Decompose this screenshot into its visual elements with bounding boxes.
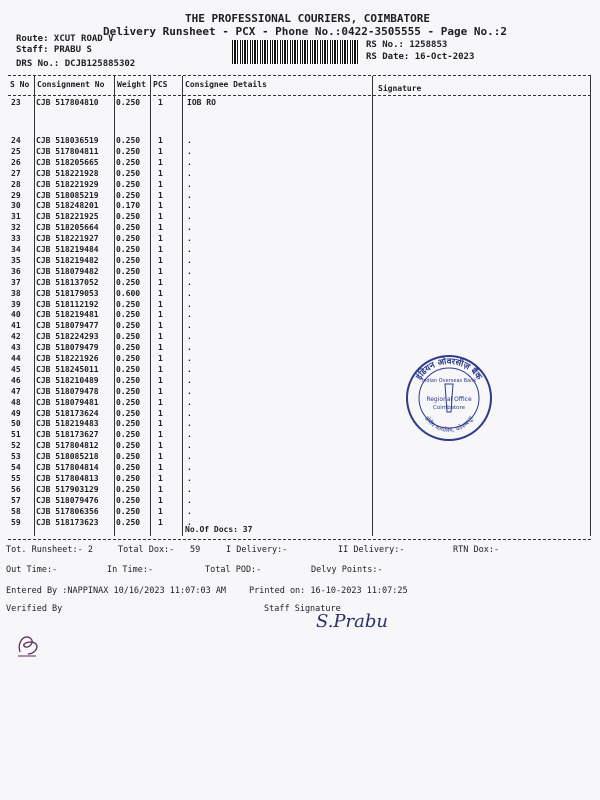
row-consignment: CJB 518245011: [36, 364, 99, 374]
row-consignee: .: [187, 430, 192, 440]
row-consignment: CJB 518079481: [36, 397, 99, 407]
row-consignee: .: [187, 321, 192, 331]
svg-text:Regional Office: Regional Office: [426, 396, 472, 403]
row-consignee: .: [187, 212, 192, 222]
row-pcs: 1: [158, 146, 163, 156]
row-consignee: .: [187, 201, 192, 211]
row-consignee: .: [187, 473, 192, 483]
table-row: [0, 343, 600, 353]
row-consignee: .: [187, 419, 192, 429]
row-consignee: .: [187, 255, 192, 265]
row-weight: 0.250: [116, 495, 141, 505]
row-consignment: CJB 518219482: [36, 255, 99, 265]
row-consignee: .: [187, 168, 192, 178]
row-pcs: 1: [158, 452, 163, 462]
table-row: [0, 398, 600, 408]
table-row: [0, 267, 600, 277]
entered-by: Entered By :NAPPINAX 10/16/2023 11:07:03 AM: [6, 586, 227, 596]
total-pod: Total POD:-: [205, 565, 262, 575]
table-row: [0, 419, 600, 429]
svg-text:क्षेत्रीय कार्यालय, कोयम्बत्तू: क्षेत्रीय कार्यालय, कोयम्बत्तूर: [422, 415, 476, 435]
row-weight: 0.250: [116, 277, 141, 287]
row-consignment: CJB 518079476: [36, 495, 99, 505]
row-weight: 0.250: [116, 321, 141, 331]
row-sno: 37: [11, 277, 21, 287]
row-consignment: CJB 518221928: [36, 168, 99, 178]
row-pcs: 1: [158, 473, 163, 483]
verified-by: Verified By: [6, 604, 63, 614]
row-consignee: .: [187, 408, 192, 418]
row-sno: 58: [11, 506, 21, 516]
row-consignment: CJB 518224293: [36, 332, 99, 342]
row-pcs: 1: [158, 364, 163, 374]
row-consignee: .: [187, 136, 192, 145]
row-sno: 42: [11, 332, 21, 342]
row-consignment: CJB 518219484: [36, 245, 99, 254]
row-sno: 45: [11, 364, 21, 374]
table-row: [0, 169, 600, 179]
row-pcs: 1: [158, 157, 163, 167]
row-consignment: CJB 518079482: [36, 266, 99, 276]
table-row: [0, 441, 600, 451]
table-row: [0, 321, 600, 331]
row-pcs: 1: [158, 321, 163, 331]
row-pcs: 1: [158, 98, 163, 107]
row-sno: 31: [11, 212, 21, 222]
row-weight: 0.250: [116, 386, 141, 396]
col-pcs: PCS: [153, 80, 168, 89]
row-sno: 40: [11, 310, 21, 320]
row-pcs: 1: [158, 234, 163, 244]
row-weight: 0.250: [116, 452, 141, 462]
row-pcs: 1: [158, 517, 163, 527]
row-consignment: CJB 517806356: [36, 506, 99, 516]
i-delivery: I Delivery:-: [226, 545, 288, 555]
row-consignment: CJB 518205665: [36, 157, 99, 167]
row-sno: 57: [11, 495, 21, 505]
row-sno: 56: [11, 484, 21, 494]
row-pcs: 1: [158, 495, 163, 505]
row-sno: 33: [11, 234, 21, 244]
row-consignment: CJB 517903129: [36, 484, 99, 494]
row-consignment: CJB 518079478: [36, 386, 99, 396]
row-consignee: .: [187, 332, 192, 342]
row-consignee: .: [187, 386, 192, 396]
row-pcs: 1: [158, 441, 163, 451]
row-pcs: 1: [158, 223, 163, 233]
delivery-points: Delvy Points:-: [311, 565, 383, 575]
row-consignment: CJB 518085218: [36, 452, 99, 462]
row-weight: 0.250: [116, 441, 141, 451]
row-sno: 59: [11, 517, 21, 527]
row-consignment: CJB 518079477: [36, 321, 99, 331]
row-sno: 43: [11, 343, 21, 353]
row-weight: 0.250: [116, 98, 141, 107]
row-consignment: CJB 518173624: [36, 408, 99, 418]
row-consignee: .: [187, 517, 192, 527]
table-row: [0, 409, 600, 419]
row-pcs: 1: [158, 201, 163, 211]
table-row: [0, 245, 600, 255]
row-consignment: CJB 518210489: [36, 375, 99, 385]
row-weight: 0.250: [116, 223, 141, 233]
table-row: [0, 452, 600, 462]
row-consignee: .: [187, 452, 192, 462]
row-weight: 0.250: [116, 157, 141, 167]
row-pcs: 1: [158, 277, 163, 287]
row-sno: 23: [11, 98, 21, 107]
drs-number: DRS No.: DCJB125885302: [16, 59, 136, 69]
row-sno: 34: [11, 245, 21, 254]
row-weight: 0.250: [116, 473, 141, 483]
row-weight: 0.250: [116, 136, 141, 145]
row-pcs: 1: [158, 168, 163, 178]
row-pcs: 1: [158, 136, 163, 145]
row-pcs: 1: [158, 343, 163, 353]
row-pcs: 1: [158, 506, 163, 516]
row-pcs: 1: [158, 255, 163, 265]
svg-text:Indian Overseas Bank: Indian Overseas Bank: [421, 378, 477, 384]
row-consignee: .: [187, 375, 192, 385]
row-sno: 55: [11, 473, 21, 483]
row-consignment: CJB 518219483: [36, 419, 99, 429]
row-consignee: IOB RO: [187, 98, 216, 107]
table-row: [0, 147, 600, 157]
row-sno: 36: [11, 266, 21, 276]
row-consignee: .: [187, 277, 192, 287]
table-row: [0, 289, 600, 299]
table-row: [0, 387, 600, 397]
total-dox-value: 59: [190, 545, 201, 555]
table-row: [0, 430, 600, 440]
row-weight: 0.250: [116, 517, 141, 527]
row-consignee: .: [187, 354, 192, 363]
row-pcs: 1: [158, 245, 163, 254]
row-weight: 0.250: [116, 430, 141, 440]
row-consignee: .: [187, 190, 192, 200]
table-row: [0, 278, 600, 288]
staff-signature: [314, 608, 414, 634]
out-time: Out Time:-: [6, 565, 58, 575]
row-weight: 0.250: [116, 234, 141, 244]
company-name: THE PROFESSIONAL COURIERS, COIMBATORE: [185, 12, 431, 25]
row-sno: 24: [11, 136, 21, 145]
row-sno: 25: [11, 146, 21, 156]
row-consignment: CJB 518221925: [36, 212, 99, 222]
table-row: [0, 365, 600, 375]
row-consignment: CJB 517804812: [36, 441, 99, 451]
table-row: [0, 474, 600, 484]
row-weight: 0.250: [116, 179, 141, 189]
table-row: [0, 507, 600, 517]
row-sno: 48: [11, 397, 21, 407]
row-consignee: .: [187, 364, 192, 374]
table-row: [0, 201, 600, 211]
printed-on: Printed on: 16-10-2023 11:07:25: [249, 586, 408, 596]
row-consignee: .: [187, 245, 192, 254]
rs-date: RS Date: 16-Oct-2023: [366, 52, 475, 62]
row-weight: 0.250: [116, 146, 141, 156]
row-weight: 0.250: [116, 364, 141, 374]
row-sno: 35: [11, 255, 21, 265]
table-row: [0, 463, 600, 473]
ii-delivery: II Delivery:-: [338, 545, 405, 555]
table-row: [0, 518, 600, 528]
row-consignee: .: [187, 234, 192, 244]
table-row: [0, 496, 600, 506]
verifier-initials: [14, 630, 44, 660]
row-weight: 0.250: [116, 343, 141, 353]
row-pcs: 1: [158, 190, 163, 200]
row-sno: 38: [11, 288, 21, 298]
col-consignment: Consignment No: [37, 80, 105, 89]
row-consignment: CJB 518137052: [36, 277, 99, 287]
row-weight: 0.250: [116, 332, 141, 342]
row-consignment: CJB 518085219: [36, 190, 99, 200]
table-row: [0, 223, 600, 233]
row-consignee: .: [187, 484, 192, 494]
rs-number: RS No.: 1258853: [366, 40, 448, 50]
row-sno: 28: [11, 179, 21, 189]
row-sno: 30: [11, 201, 21, 211]
row-sno: 32: [11, 223, 21, 233]
row-consignee: .: [187, 310, 192, 320]
row-pcs: 1: [158, 354, 163, 363]
row-weight: 0.250: [116, 463, 141, 472]
row-weight: 0.250: [116, 354, 141, 363]
row-consignee: .: [187, 343, 192, 353]
table-row: [0, 485, 600, 495]
total-runsheet: Tot. Runsheet:- 2: [6, 545, 93, 555]
row-consignee: .: [187, 179, 192, 189]
row-consignment: CJB 518173627: [36, 430, 99, 440]
table-row: [0, 310, 600, 320]
svg-text:इंडियन ओवरसीज़ बैंक: इंडियन ओवरसीज़ बैंक: [414, 356, 484, 382]
row-pcs: 1: [158, 484, 163, 494]
col-consignee: Consignee Details: [185, 80, 267, 89]
table-row: [0, 136, 600, 146]
row-pcs: 1: [158, 463, 163, 472]
staff-signature-label: Staff Signature: [264, 604, 341, 614]
row-pcs: 1: [158, 408, 163, 418]
row-pcs: 1: [158, 397, 163, 407]
table-row: [0, 256, 600, 266]
row-consignment: CJB 518036519: [36, 136, 99, 145]
row-weight: 0.250: [116, 255, 141, 265]
row-sno: 51: [11, 430, 21, 440]
route-label: Route: XCUT ROAD V: [16, 34, 114, 44]
table-row: [0, 98, 600, 108]
row-consignment: CJB 517804813: [36, 473, 99, 483]
row-consignee: .: [187, 299, 192, 309]
row-pcs: 1: [158, 332, 163, 342]
barcode: [232, 40, 360, 64]
table-row: [0, 300, 600, 310]
row-sno: 53: [11, 452, 21, 462]
row-consignment: CJB 518079479: [36, 343, 99, 353]
row-consignment: CJB 517804810: [36, 98, 99, 107]
row-sno: 47: [11, 386, 21, 396]
row-sno: 26: [11, 157, 21, 167]
row-consignee: .: [187, 495, 192, 505]
row-weight: 0.250: [116, 266, 141, 276]
table-row: [0, 234, 600, 244]
in-time: In Time:-: [107, 565, 154, 575]
row-weight: 0.250: [116, 506, 141, 516]
table-row: [0, 376, 600, 386]
runsheet-title: Delivery Runsheet - PCX - Phone No.:0422-3505555 - Page No.:2: [103, 25, 507, 38]
row-consignee: .: [187, 223, 192, 233]
table-row: [0, 191, 600, 201]
row-pcs: 1: [158, 299, 163, 309]
row-weight: 0.250: [116, 245, 141, 254]
row-sno: 52: [11, 441, 21, 451]
row-consignee: .: [187, 288, 192, 298]
no-of-docs: No.Of Docs: 37: [185, 525, 253, 534]
row-pcs: 1: [158, 310, 163, 320]
row-pcs: 1: [158, 288, 163, 298]
row-pcs: 1: [158, 386, 163, 396]
row-pcs: 1: [158, 419, 163, 429]
col-weight: Weight: [117, 80, 146, 89]
row-consignment: CJB 518179053: [36, 288, 99, 298]
row-sno: 50: [11, 419, 21, 429]
row-weight: 0.250: [116, 408, 141, 418]
row-consignee: .: [187, 146, 192, 156]
col-sno: S No: [10, 80, 30, 89]
row-consignment: CJB 518248201: [36, 201, 99, 211]
row-sno: 44: [11, 354, 21, 363]
row-consignment: CJB 518112192: [36, 299, 99, 309]
row-sno: 27: [11, 168, 21, 178]
rtn-dox: RTN Dox:-: [453, 545, 500, 555]
table-row: [0, 354, 600, 364]
row-pcs: 1: [158, 179, 163, 189]
row-consignment: CJB 518205664: [36, 223, 99, 233]
row-consignee: .: [187, 266, 192, 276]
table-row: [0, 180, 600, 190]
bank-stamp: [405, 354, 493, 442]
row-weight: 0.170: [116, 201, 141, 211]
row-sno: 39: [11, 299, 21, 309]
row-consignment: CJB 518221929: [36, 179, 99, 189]
row-sno: 49: [11, 408, 21, 418]
signature-text: S.Prabu: [316, 611, 388, 632]
row-weight: 0.250: [116, 310, 141, 320]
table-row: [0, 332, 600, 342]
row-consignment: CJB 517804814: [36, 463, 99, 472]
row-consignee: .: [187, 157, 192, 167]
row-consignee: .: [187, 441, 192, 451]
row-consignment: CJB 517804811: [36, 146, 99, 156]
svg-text:Coimbatore: Coimbatore: [433, 405, 465, 411]
row-sno: 46: [11, 375, 21, 385]
row-pcs: 1: [158, 266, 163, 276]
col-signature: Signature: [378, 84, 422, 93]
row-consignment: CJB 518221926: [36, 354, 99, 363]
row-consignment: CJB 518219481: [36, 310, 99, 320]
row-weight: 0.250: [116, 397, 141, 407]
row-consignee: .: [187, 506, 192, 516]
staff-label: Staff: PRABU S: [16, 45, 92, 55]
row-weight: 0.250: [116, 375, 141, 385]
row-sno: 29: [11, 190, 21, 200]
row-sno: 41: [11, 321, 21, 331]
row-consignment: CJB 518173623: [36, 517, 99, 527]
row-weight: 0.250: [116, 190, 141, 200]
row-pcs: 1: [158, 430, 163, 440]
row-weight: 0.250: [116, 484, 141, 494]
table-row: [0, 212, 600, 222]
row-weight: 0.250: [116, 419, 141, 429]
total-dox-label: Total Dox:-: [118, 545, 175, 555]
row-weight: 0.250: [116, 212, 141, 222]
table-row: [0, 158, 600, 168]
row-sno: 54: [11, 463, 21, 472]
row-pcs: 1: [158, 212, 163, 222]
row-weight: 0.600: [116, 288, 141, 298]
row-consignee: .: [187, 463, 192, 472]
row-pcs: 1: [158, 375, 163, 385]
row-consignee: .: [187, 397, 192, 407]
row-consignment: CJB 518221927: [36, 234, 99, 244]
row-weight: 0.250: [116, 168, 141, 178]
row-weight: 0.250: [116, 299, 141, 309]
